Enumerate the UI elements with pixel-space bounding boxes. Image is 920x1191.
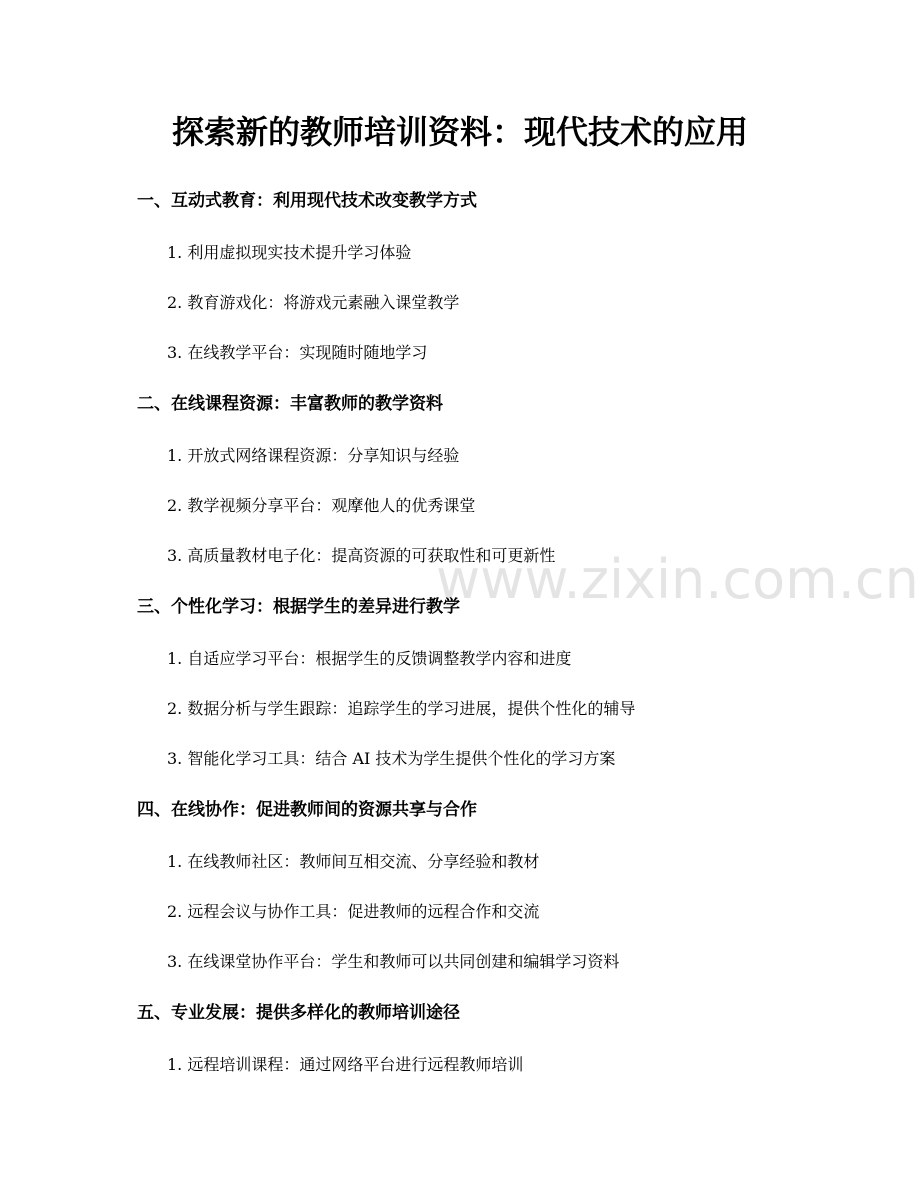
list-item: 1. 利用虚拟现实技术提升学习体验 — [167, 243, 412, 262]
list-item: 2. 教学视频分享平台：观摩他人的优秀课堂 — [167, 496, 476, 515]
section-heading-4: 四、在线协作：促进教师间的资源共享与合作 — [137, 800, 477, 820]
list-item: 3. 在线教学平台：实现随时随地学习 — [167, 343, 428, 362]
section-heading-3: 三、个性化学习：根据学生的差异进行教学 — [137, 597, 460, 617]
list-item: 2. 数据分析与学生跟踪：追踪学生的学习进展，提供个性化的辅导 — [167, 699, 636, 718]
list-item: 1. 开放式网络课程资源：分享知识与经验 — [167, 446, 460, 465]
page-title: 探索新的教师培训资料：现代技术的应用 — [171, 113, 748, 151]
list-item: 1. 自适应学习平台：根据学生的反馈调整教学内容和进度 — [167, 649, 572, 668]
section-heading-2: 二、在线课程资源：丰富教师的教学资料 — [137, 394, 443, 414]
section-heading-1: 一、互动式教育：利用现代技术改变教学方式 — [137, 191, 477, 211]
list-item: 1. 在线教师社区：教师间互相交流、分享经验和教材 — [167, 852, 540, 871]
list-item: 2. 远程会议与协作工具：促进教师的远程合作和交流 — [167, 902, 540, 921]
list-item: 3. 在线课堂协作平台：学生和教师可以共同创建和编辑学习资料 — [167, 952, 620, 971]
list-item: 1. 远程培训课程：通过网络平台进行远程教师培训 — [167, 1055, 524, 1074]
list-item: 3. 高质量教材电子化：提高资源的可获取性和可更新性 — [167, 546, 556, 565]
list-item: 2. 教育游戏化：将游戏元素融入课堂教学 — [167, 293, 460, 312]
watermark: www.zixin.com.cn — [436, 548, 919, 611]
list-item: 3. 智能化学习工具：结合 AI 技术为学生提供个性化的学习方案 — [167, 749, 616, 768]
section-heading-5: 五、专业发展：提供多样化的教师培训途径 — [137, 1003, 460, 1023]
